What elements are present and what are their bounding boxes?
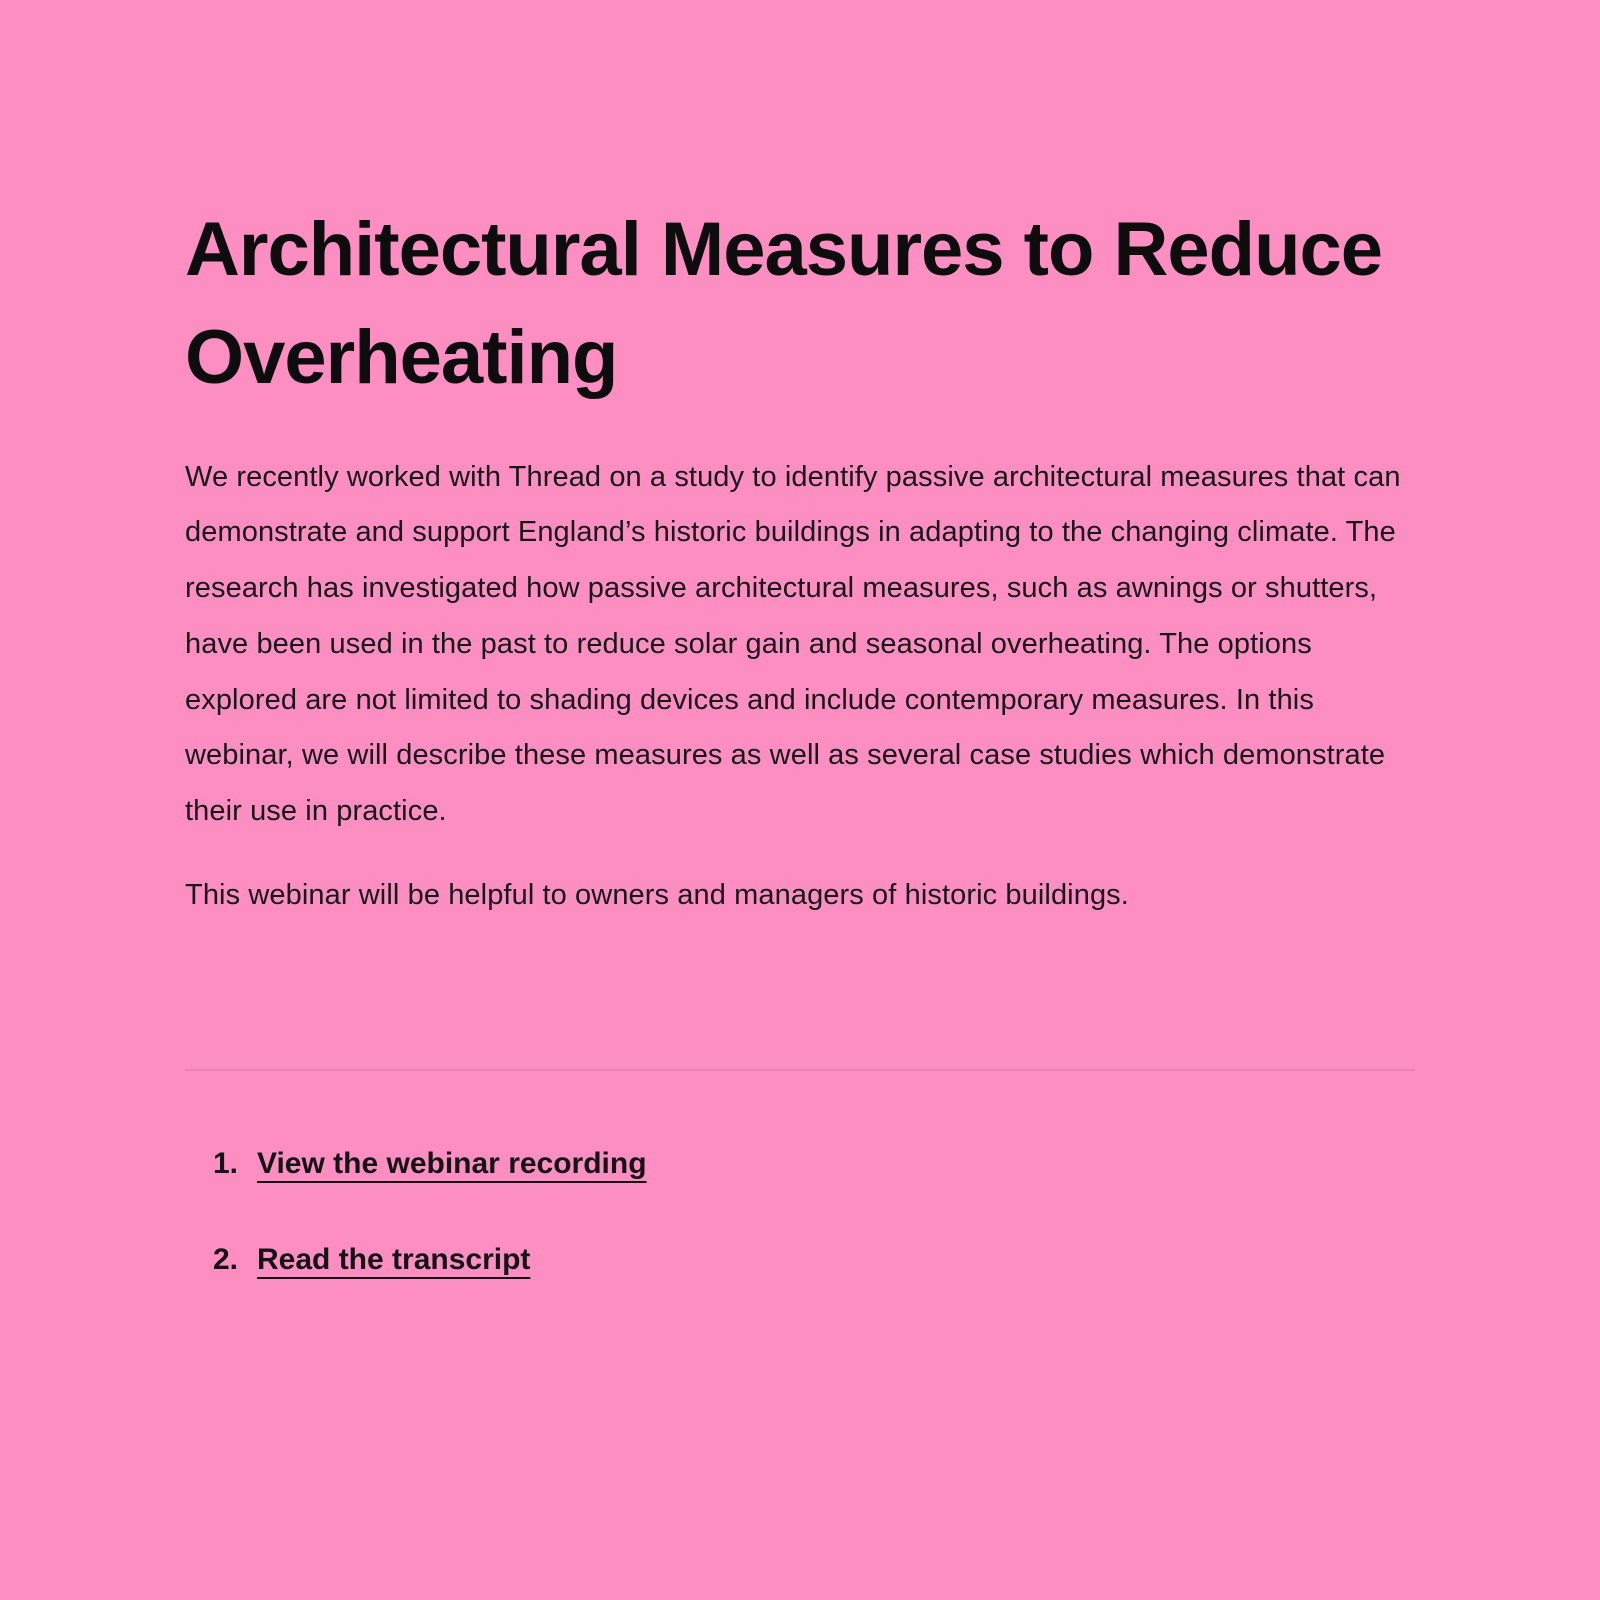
section-divider <box>185 1069 1415 1071</box>
transcript-link[interactable]: Read the transcript <box>257 1243 531 1277</box>
article-content <box>185 0 1415 1277</box>
page-title: Architectural Measures to Reduce Overheating <box>185 207 1383 400</box>
audience-paragraph: This webinar will be helpful to owners and managers of historic buildings. <box>185 878 1129 911</box>
intro-paragraph: We recently worked with Thread on a study to identify passive architectural measures that can demonstrate and support England’s historic buildings in adapting to the changing climate. The research has investigated how passive architectural measures, such as awnings or shutters, have been used in the past to reduce solar gain and seasonal overheating. The options explored are not limited to shading devices and include contemporary measures. In this webinar, we will describe these measures as well as several case studies which demonstrate their use in practice. <box>185 460 1401 827</box>
list-item <box>213 1147 1415 1181</box>
list-item <box>213 1243 1415 1277</box>
list-number: 1. <box>213 1147 239 1181</box>
webinar-recording-link[interactable]: View the webinar recording <box>257 1147 647 1181</box>
resource-list <box>185 1147 1415 1277</box>
list-number: 2. <box>213 1243 239 1277</box>
